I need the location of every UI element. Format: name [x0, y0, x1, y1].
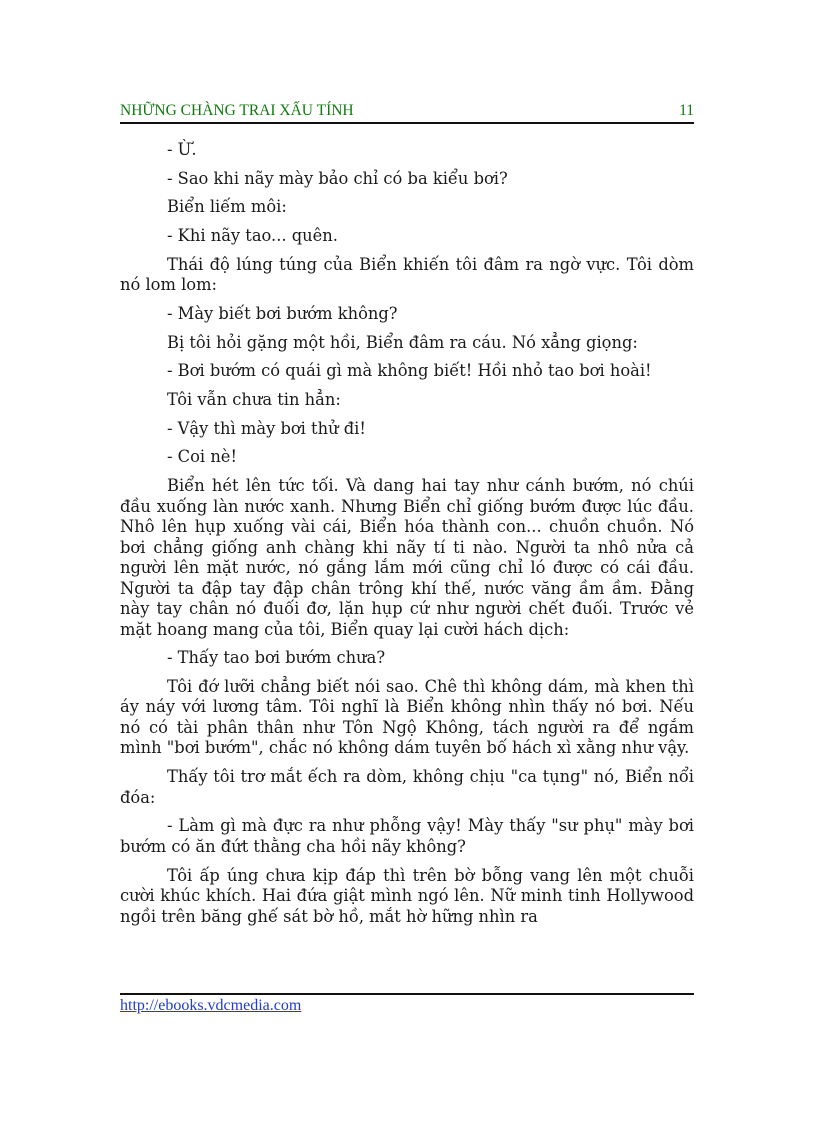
paragraph: - Coi nè! [167, 447, 237, 467]
paragraph: Thấy tôi trơ mắt ếch ra dòm, không chịu "ca tụng" nó, Biển nổi đóa: [120, 767, 694, 807]
paragraph: Thái độ lúng túng của Biển khiến tôi đâm ra ngờ vực. Tôi dòm nó lom lom: [120, 254, 694, 295]
book-title: NHỮNG CHÀNG TRAI XẤU TÍNH [120, 102, 354, 119]
page-header [120, 102, 694, 124]
paragraph: - Khi nãy tao... quên. [167, 226, 338, 246]
paragraph: Bị tôi hỏi gặng một hồi, Biển đâm ra cáu. Nó xẳng giọng: [167, 332, 638, 352]
paragraph: - Mày biết bơi bướm không? [167, 303, 398, 323]
paragraph: - Vậy thì mày bơi thử đi! [167, 418, 366, 438]
footer-divider [120, 993, 694, 995]
paragraph: Tôi ấp úng chưa kịp đáp thì trên bờ bỗng vang lên một chuỗi cười khúc khích. Hai đứa giật mình ngó lên. Nữ minh tinh Hollywood ngồi trên băng ghế sát bờ hồ, mắt hờ hững nhìn ra [120, 865, 694, 926]
paragraph: - Thấy tao bơi bướm chưa? [167, 648, 386, 668]
paragraph: - Sao khi nãy mày bảo chỉ có ba kiểu bơi? [167, 168, 508, 188]
paragraph: Biển liếm môi: [167, 197, 287, 217]
paragraph: Tôi đớ lưỡi chẳng biết nói sao. Chê thì không dám, mà khen thì áy náy với lương tâm. Tôi nghĩ là Biển không nhìn thấy nó bơi. Nếu nó có tài phân thân như Tôn Ngộ Không, tách người ra để ngắm mình "bơi bướm", chắc nó không dám tuyên bố hách xì xằng như vậy. [120, 676, 694, 758]
paragraph: - Ừ. [167, 140, 197, 159]
paragraph: - Bơi bướm có quái gì mà không biết! Hồi nhỏ tao bơi hoài! [167, 361, 652, 381]
page-body [120, 140, 694, 935]
page-number: 11 [679, 102, 694, 119]
paragraph: - Làm gì mà đực ra như phỗng vậy! Mày thấy "sư phụ" mày bơi bướm có ăn đứt thằng cha hồi nãy không? [120, 816, 694, 856]
paragraph: Biển hét lên tức tối. Và dang hai tay như cánh bướm, nó chúi đầu xuống làn nước xanh. Nhưng Biển chỉ giống bướm được lúc đầu. Nhô lên hụp xuống vài cái, Biển hóa thành con... chuồn chuồn. Nó bơi chẳng giống anh chàng khi nãy tí ti nào. Người ta nhô nửa cả người lên mặt nước, nó gắng lắm mới cũng chỉ ló được có cái đầu. Người ta đập tay đập chân trông khí thế, nước văng ầm ầm. Đằng này tay chân nó đuối đơ, lặn hụp cứ như người chết đuối. Trước vẻ mặt hoang mang của tôi, Biển quay lại cười hách dịch: [120, 476, 694, 639]
footer-url-link[interactable]: http://ebooks.vdcmedia.com [120, 997, 302, 1014]
paragraph: Tôi vẫn chưa tin hẳn: [167, 390, 341, 409]
